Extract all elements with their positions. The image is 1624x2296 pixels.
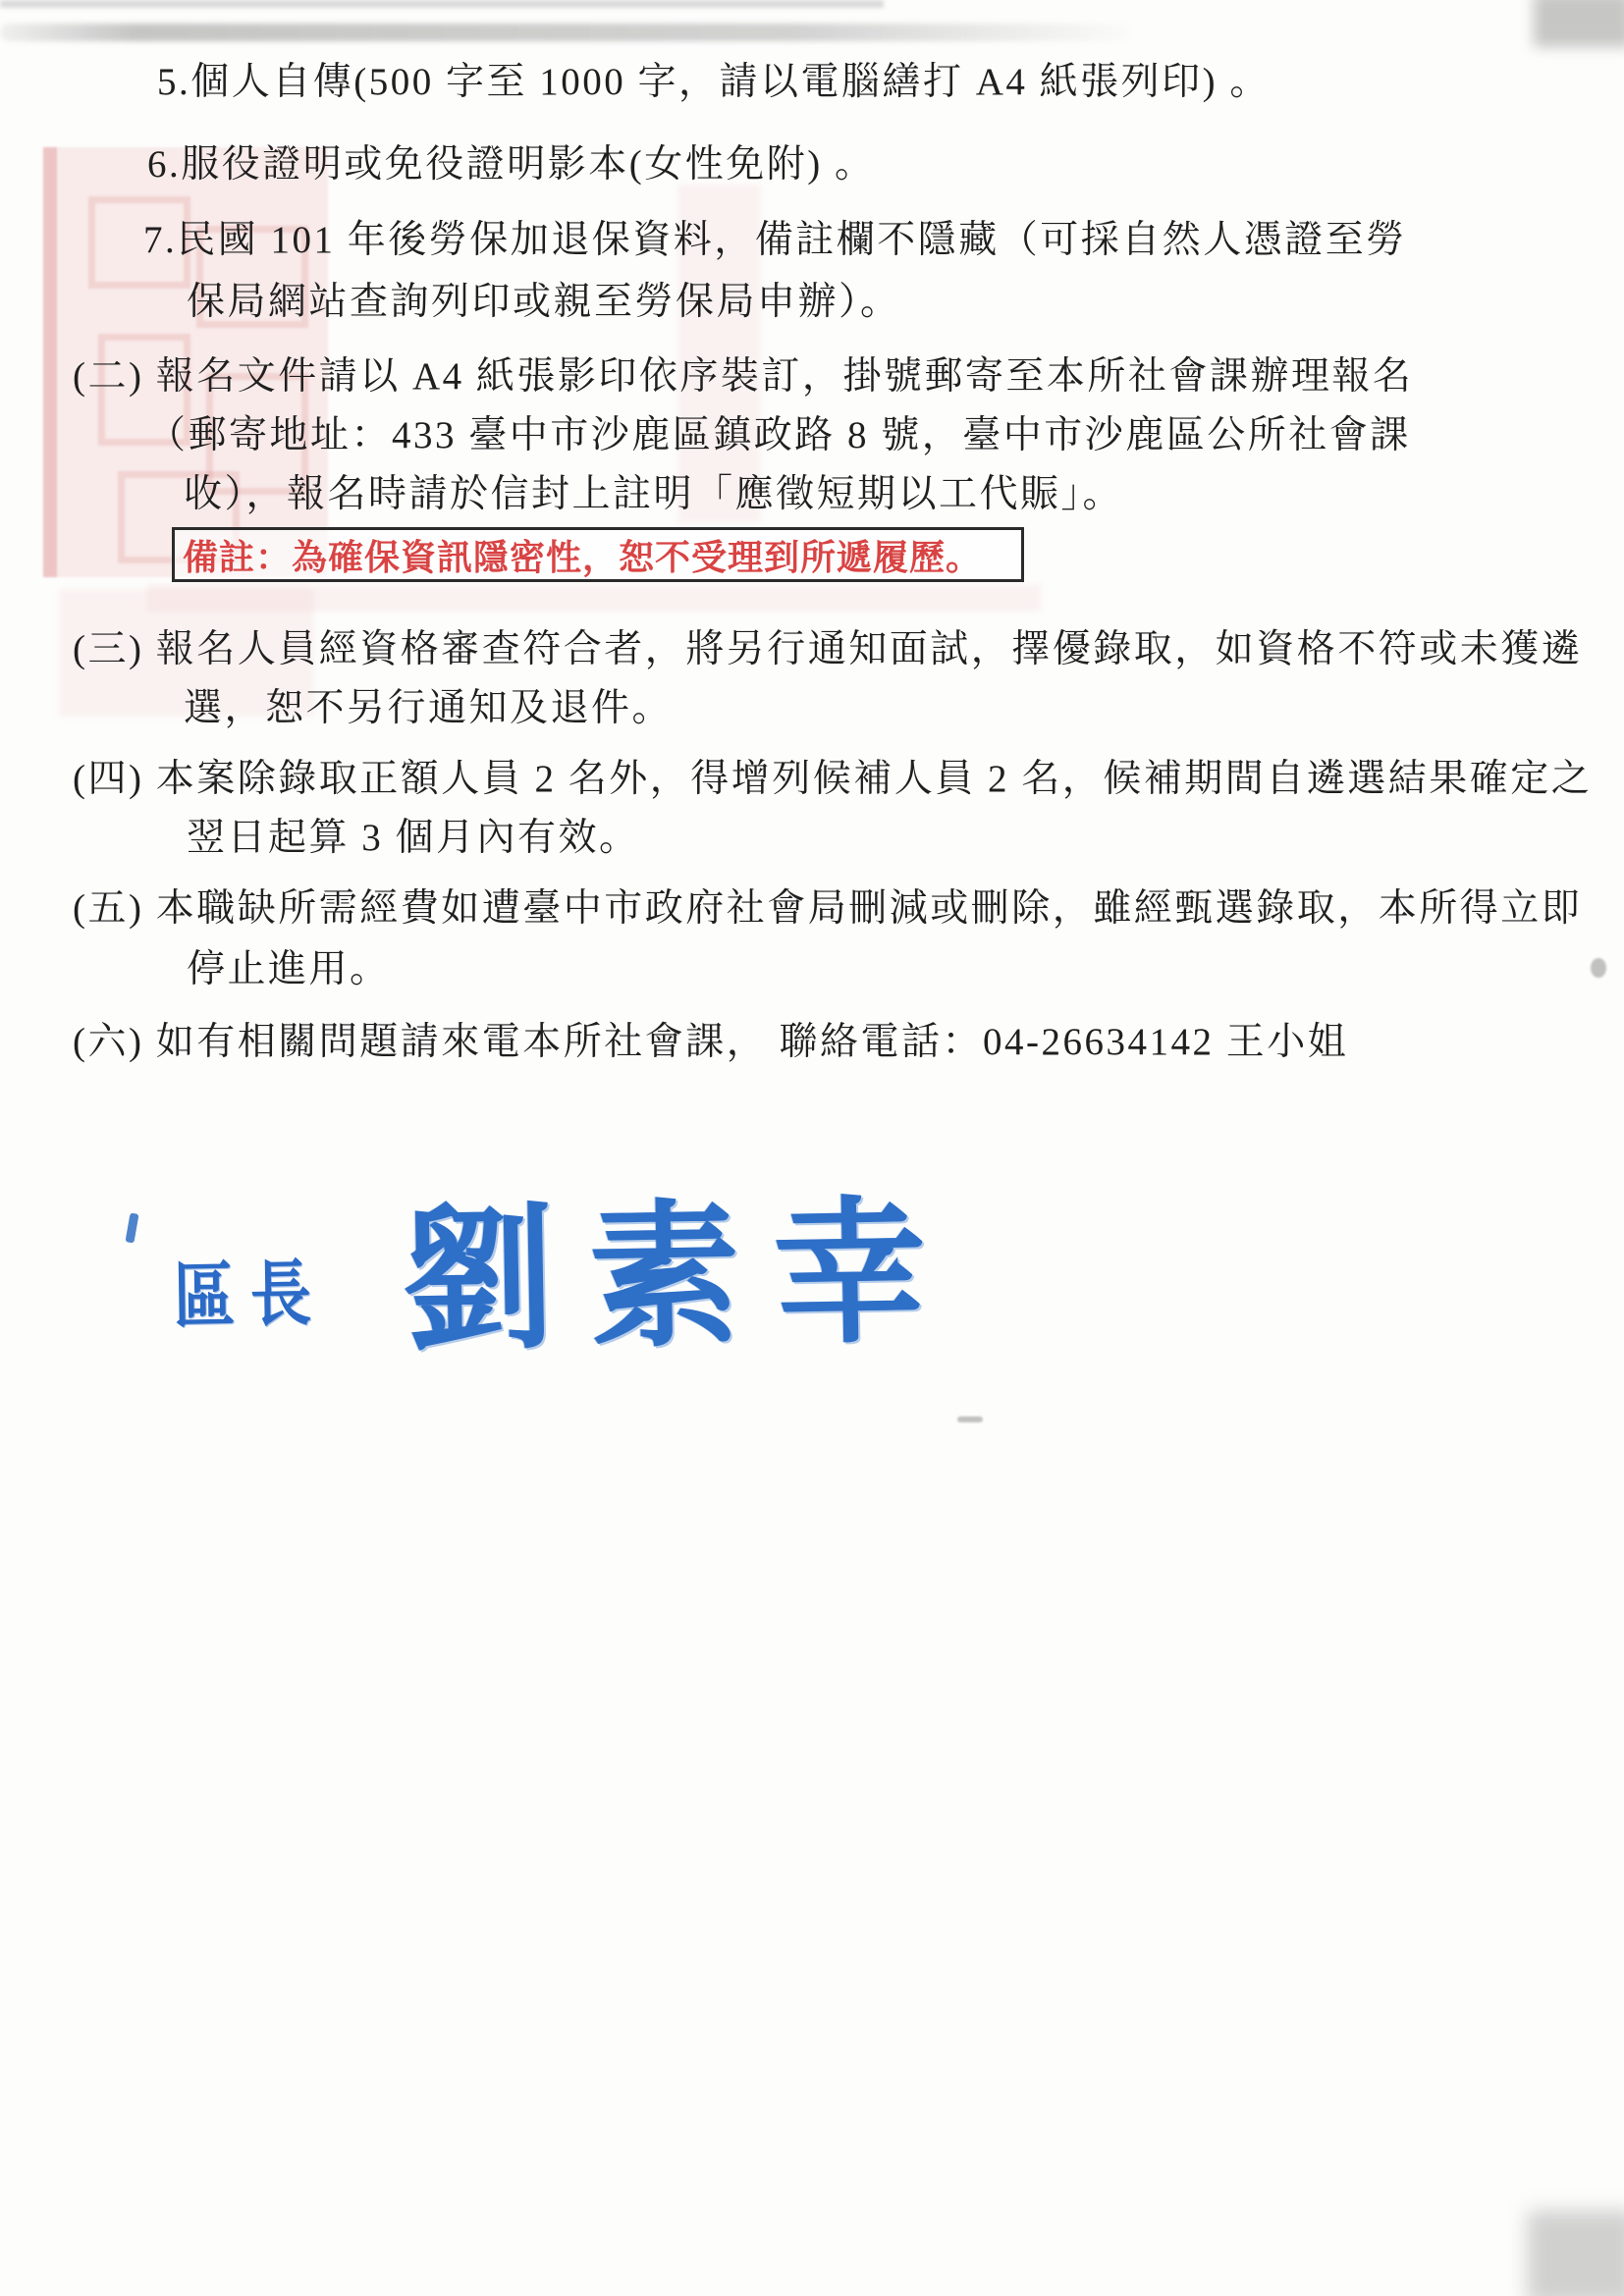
remark-text: 備註：為確保資訊隱密性，恕不受理到所遞履歷。 <box>183 537 983 577</box>
line-section3-a: (三) 報名人員經資格審查符合者，將另行通知面試，擇優錄取，如資格不符或未獲遴 <box>73 628 1583 670</box>
scan-artifact-top-streak <box>0 24 1129 41</box>
line-section5-b: 停止進用。 <box>187 948 391 990</box>
line-item6: 6.服役證明或免役證明影本(女性免附) 。 <box>147 143 876 186</box>
signature-ink-tick <box>125 1212 138 1243</box>
line-section2-a: (二) 報名文件請以 A4 紙張影印依序裝訂，掛號郵寄至本所社會課辦理報名 <box>73 355 1414 398</box>
scan-artifact-top-right <box>1534 0 1624 47</box>
scan-artifact-top-edge <box>0 0 884 8</box>
line-section5-a: (五) 本職缺所需經費如遭臺中市政府社會局刪減或刪除，雖經甄選錄取，本所得立即 <box>73 887 1583 930</box>
seal-bleed-mark <box>147 584 1041 612</box>
remark-box <box>172 527 1024 582</box>
scan-artifact-bottom-right <box>1528 2211 1624 2296</box>
line-section4-b: 翌日起算 3 個月內有效。 <box>187 817 640 859</box>
line-section4-a: (四) 本案除錄取正額人員 2 名外，得增列候補人員 2 名，候補期間自遴選結果確定之 <box>73 758 1593 800</box>
signature-name-stamp: 劉素幸 <box>401 1186 961 1370</box>
line-section2-c: 收），報名時請於信封上註明「應徵短期以工代賑」。 <box>184 473 1124 515</box>
line-section2-b: （郵寄地址：433 臺中市沙鹿區鎮政路 8 號，臺中市沙鹿區公所社會課 <box>147 414 1411 456</box>
line-section6-contact: (六) 如有相關問題請來電本所社會課， 聯絡電話：04-26634142 王小姐 <box>73 1021 1349 1063</box>
line-item7-a: 7.民國 101 年後勞保加退保資料，備註欄不隱藏（可採自然人憑證至勞 <box>143 219 1407 261</box>
faint-red-seal-edge <box>43 147 57 577</box>
line-section3-b: 選，恕不另行通知及退件。 <box>184 687 674 729</box>
line-item5: 5.個人自傳(500 字至 1000 字，請以電腦繕打 A4 紙張列印) 。 <box>157 61 1271 103</box>
signature-title-stamp: 區長 <box>173 1255 328 1338</box>
line-item7-b: 保局網站查詢列印或親至勞保局申辦）。 <box>187 281 901 323</box>
scan-artifact-right-tick <box>1591 958 1606 978</box>
scan-artifact-dash <box>957 1416 983 1422</box>
